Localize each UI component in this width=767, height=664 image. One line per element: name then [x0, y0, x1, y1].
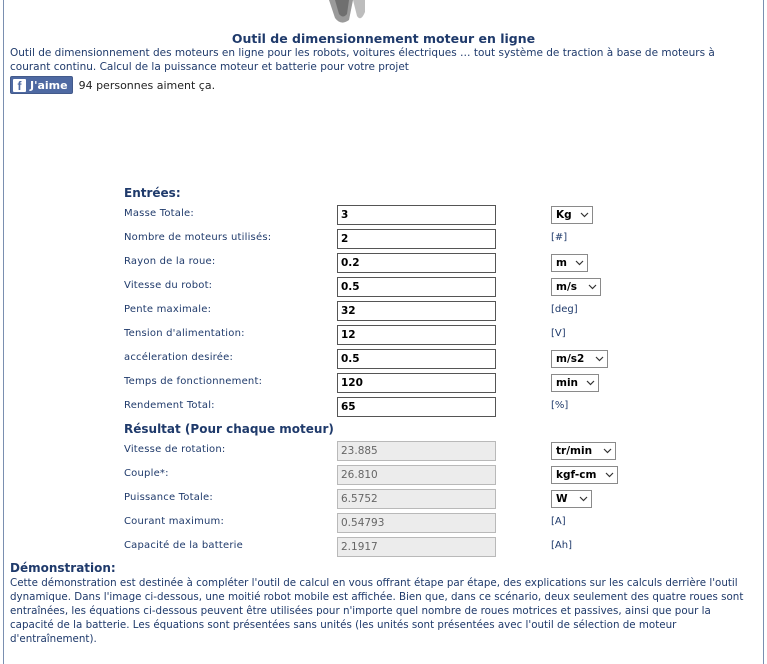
- temps-de-fonctionnement-unit-value: min: [556, 377, 579, 389]
- facebook-like: [10, 76, 215, 94]
- vitesse-du-robot-label: Vitesse du robot:: [124, 280, 213, 291]
- result-row-courant-maximum: [124, 513, 624, 533]
- couple-output: 26.810: [337, 465, 496, 485]
- input-row-rendement-total: [124, 397, 624, 417]
- vitesse-de-rotation-unit-value: tr/min: [556, 445, 593, 457]
- nombre-de-moteurs-utilises-label: Nombre de moteurs utilisés:: [124, 232, 272, 243]
- capacite-de-la-batterie-label: Capacité de la batterie: [124, 540, 243, 551]
- facebook-like-count: 94 personnes aiment ça.: [78, 78, 216, 92]
- capacite-de-la-batterie-unit: [Ah]: [551, 540, 572, 551]
- couple-unit-select[interactable]: [551, 466, 618, 484]
- couple-label: Couple*:: [124, 468, 169, 479]
- chevron-down-icon: [579, 210, 589, 220]
- input-row-temps-de-fonctionnement: [124, 373, 624, 393]
- vitesse-de-rotation-output: 23.885: [337, 441, 496, 461]
- result-row-capacite-de-la-batterie: [124, 537, 624, 557]
- temps-de-fonctionnement-unit-select[interactable]: [551, 374, 599, 392]
- vitesse-de-rotation-label: Vitesse de rotation:: [124, 444, 226, 455]
- results-heading: Résultat (Pour chaque moteur): [124, 422, 334, 436]
- vitesse-du-robot-unit-select[interactable]: [551, 278, 601, 296]
- temps-de-fonctionnement-label: Temps de fonctionnement:: [124, 376, 263, 387]
- temps-de-fonctionnement-input[interactable]: 120: [337, 373, 496, 393]
- masse-totale-label: Masse Totale:: [124, 208, 194, 219]
- acceleration-desiree-input[interactable]: 0.5: [337, 349, 496, 369]
- puissance-totale-label: Puissance Totale:: [124, 492, 213, 503]
- input-row-nombre-de-moteurs-utilises: [124, 229, 624, 249]
- nombre-de-moteurs-utilises-input[interactable]: 2: [337, 229, 496, 249]
- result-row-couple: [124, 465, 624, 485]
- pente-maximale-unit: [deg]: [551, 304, 578, 315]
- couple-unit-value: kgf-cm: [556, 469, 597, 481]
- masse-totale-unit-value: Kg: [556, 209, 572, 221]
- facebook-like-button[interactable]: [10, 76, 73, 94]
- demo-text: Cette démonstration est destinée à compléter l'outil de calcul en vous offrant étape par étape, des explications sur les calculs derrière l'outil dynamique. Dans l'image ci-dessous, une moitié robot mobile est affichée. Bien que, dans ce scénario, deux seulement des quatre roues sont entraînées, les équations ci-dessous peuvent être utilisées pour n'importe quel nombre de roues motrices et passives, ainsi que pour la capacité de la batterie. Les équations sont présentées sans unités (les unités sont présentées avec l'outil de sélection de moteur d'entraînement).: [10, 577, 744, 645]
- chevron-down-icon: [604, 470, 614, 480]
- nombre-de-moteurs-utilises-unit: [#]: [551, 232, 568, 243]
- result-row-vitesse-de-rotation: [124, 441, 624, 461]
- rendement-total-unit: [%]: [551, 400, 569, 411]
- input-row-acceleration-desiree: [124, 349, 624, 369]
- acceleration-desiree-label: accéleration desirée:: [124, 352, 234, 363]
- puissance-totale-unit-value: W: [556, 493, 568, 505]
- chevron-down-icon: [587, 282, 597, 292]
- rayon-de-la-roue-unit-value: m: [556, 257, 567, 269]
- tension-d-alimentation-input[interactable]: 12: [337, 325, 496, 345]
- inputs-heading: Entrées:: [124, 186, 181, 200]
- courant-maximum-output: 0.54793: [337, 513, 496, 533]
- facebook-like-label: J'aime: [30, 78, 68, 92]
- chevron-down-icon: [602, 446, 612, 456]
- rendement-total-input[interactable]: 65: [337, 397, 496, 417]
- acceleration-desiree-unit-select[interactable]: [551, 350, 608, 368]
- rendement-total-label: Rendement Total:: [124, 400, 215, 411]
- masse-totale-unit-select[interactable]: [551, 206, 593, 224]
- tension-d-alimentation-label: Tension d'alimentation:: [124, 328, 245, 339]
- rayon-de-la-roue-label: Rayon de la roue:: [124, 256, 216, 267]
- pente-maximale-input[interactable]: 32: [337, 301, 496, 321]
- facebook-f-icon: f: [13, 79, 26, 92]
- vitesse-du-robot-unit-value: m/s: [556, 281, 578, 293]
- puissance-totale-unit-select[interactable]: [551, 490, 592, 508]
- pente-maximale-label: Pente maximale:: [124, 304, 212, 315]
- input-row-vitesse-du-robot: [124, 277, 624, 297]
- demo-heading: Démonstration:: [10, 561, 116, 575]
- input-row-rayon-de-la-roue: [124, 253, 624, 273]
- chevron-down-icon: [574, 258, 584, 268]
- chevron-down-icon: [594, 354, 604, 364]
- chevron-down-icon: [578, 494, 588, 504]
- acceleration-desiree-unit-value: m/s2: [556, 353, 585, 365]
- chevron-down-icon: [585, 378, 595, 388]
- courant-maximum-label: Courant maximum:: [124, 516, 225, 527]
- rayon-de-la-roue-input[interactable]: 0.2: [337, 253, 496, 273]
- courant-maximum-unit: [A]: [551, 516, 566, 527]
- capacite-de-la-batterie-output: 2.1917: [337, 537, 496, 557]
- result-row-puissance-totale: [124, 489, 624, 509]
- puissance-totale-output: 6.5752: [337, 489, 496, 509]
- input-row-tension-d-alimentation: [124, 325, 624, 345]
- input-row-pente-maximale: [124, 301, 624, 321]
- wheel-image-icon: [327, 0, 367, 24]
- vitesse-de-rotation-unit-select[interactable]: [551, 442, 616, 460]
- vitesse-du-robot-input[interactable]: 0.5: [337, 277, 496, 297]
- tension-d-alimentation-unit: [V]: [551, 328, 566, 339]
- page-title: Outil de dimensionnement moteur en ligne: [231, 31, 536, 46]
- page-description: Outil de dimensionnement des moteurs en ligne pour les robots, voitures électriques … tout système de traction à base de moteurs à courant continu. Calcul de la puissance moteur et batterie pour votre projet: [10, 47, 715, 73]
- rayon-de-la-roue-unit-select[interactable]: [551, 254, 588, 272]
- masse-totale-input[interactable]: 3: [337, 205, 496, 225]
- input-row-masse-totale: [124, 205, 624, 225]
